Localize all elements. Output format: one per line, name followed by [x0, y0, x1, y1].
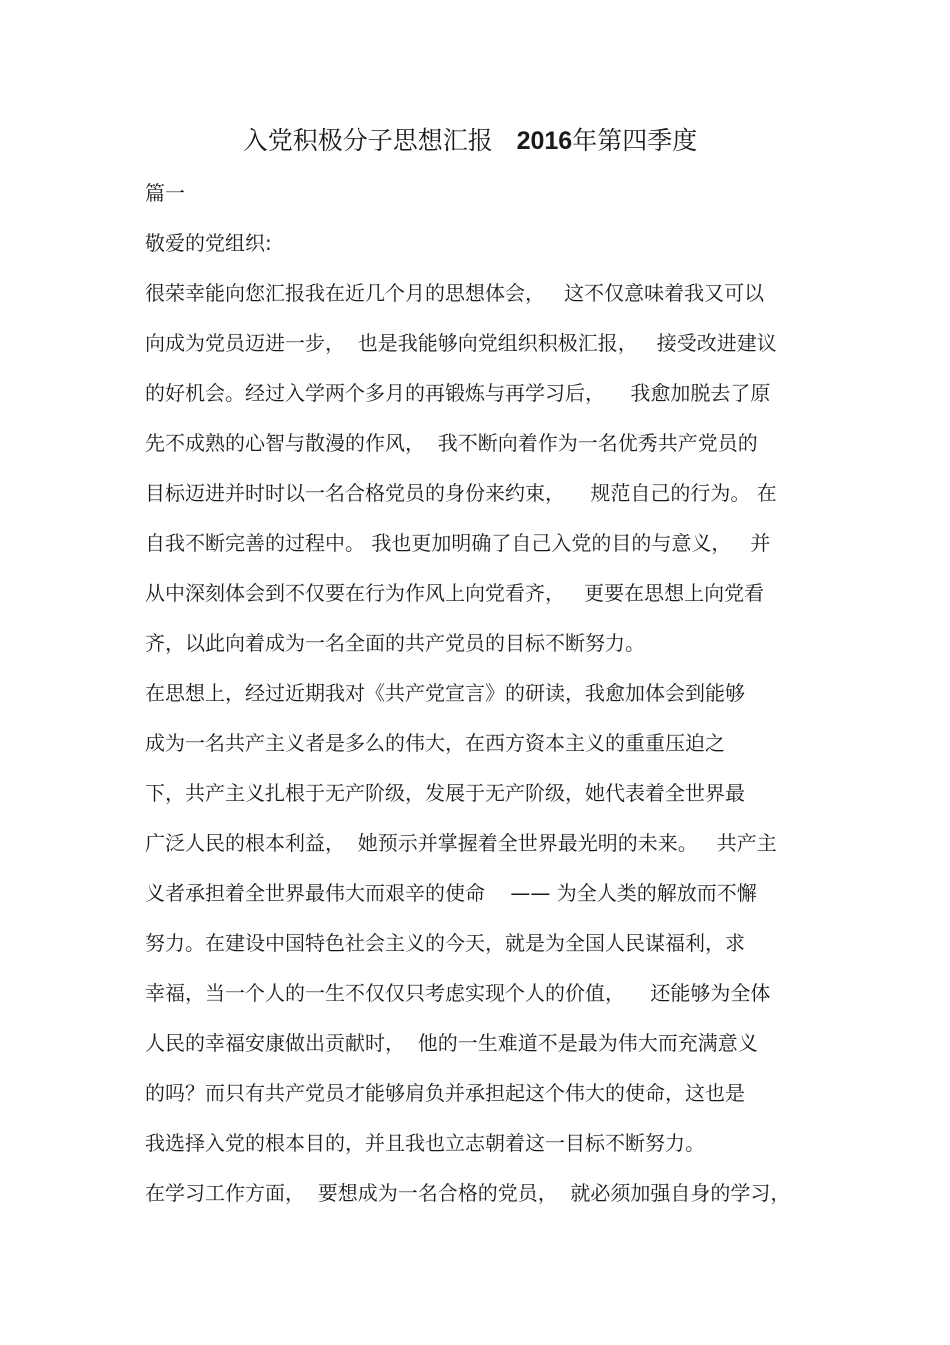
salutation: 敬爱的党组织:: [145, 231, 272, 255]
section-label: 篇一: [145, 181, 185, 205]
body-line: 目标迈进并时时以一名合格党员的身份来约束， 规范自己的行为。 在: [145, 481, 777, 505]
title-text: 入党积极分子思想汇报: [242, 126, 517, 155]
body-line: 在思想上，经过近期我对《共产党宣言》的研读，我愈加体会到能够: [145, 681, 745, 705]
body-line: 向成为党员迈进一步， 也是我能够向党组织积极汇报， 接受改进建议: [145, 331, 777, 355]
title-suffix: 年第四季度: [572, 126, 698, 155]
body-line: 先不成熟的心智与散漫的作风， 我不断向着作为一名优秀共产党员的: [145, 431, 758, 455]
body-line: 很荣幸能向您汇报我在近几个月的思想体会， 这不仅意味着我又可以: [145, 281, 765, 305]
body-line: 齐，以此向着成为一名全面的共产党员的目标不断努力。: [145, 631, 645, 655]
body-line: 义者承担着全世界最伟大而艰辛的使命 —— 为全人类的解放而不懈: [145, 881, 757, 905]
body-line: 广泛人民的根本利益， 她预示并掌握着全世界最光明的未来。 共产主: [145, 831, 777, 855]
body-line: 的吗？而只有共产党员才能够肩负并承担起这个伟大的使命，这也是: [145, 1081, 745, 1105]
document-title: [0, 121, 940, 161]
body-line: 在学习工作方面， 要想成为一名合格的党员， 就必须加强自身的学习，: [145, 1181, 791, 1205]
body-line: 努力。在建设中国特色社会主义的今天，就是为全国人民谋福利，求: [145, 931, 745, 955]
body-line: 的好机会。经过入学两个多月的再锻炼与再学习后， 我愈加脱去了原: [145, 381, 771, 405]
body-line: 幸福，当一个人的一生不仅仅只考虑实现个人的价值， 还能够为全体: [145, 981, 771, 1005]
body-line: 成为一名共产主义者是多么的伟大，在西方资本主义的重重压迫之: [145, 731, 725, 755]
title-year: 2016: [516, 127, 573, 155]
body-line: 自我不断完善的过程中。 我也更加明确了自己入党的目的与意义， 并: [145, 531, 771, 555]
body-line: 下，共产主义扎根于无产阶级，发展于无产阶级，她代表着全世界最: [145, 781, 745, 805]
body-line: 我选择入党的根本目的，并且我也立志朝着这一目标不断努力。: [145, 1131, 705, 1155]
body-line: 人民的幸福安康做出贡献时， 他的一生难道不是最为伟大而充满意义: [145, 1031, 758, 1055]
body-line: 从中深刻体会到不仅要在行为作风上向党看齐， 更要在思想上向党看: [145, 581, 765, 605]
